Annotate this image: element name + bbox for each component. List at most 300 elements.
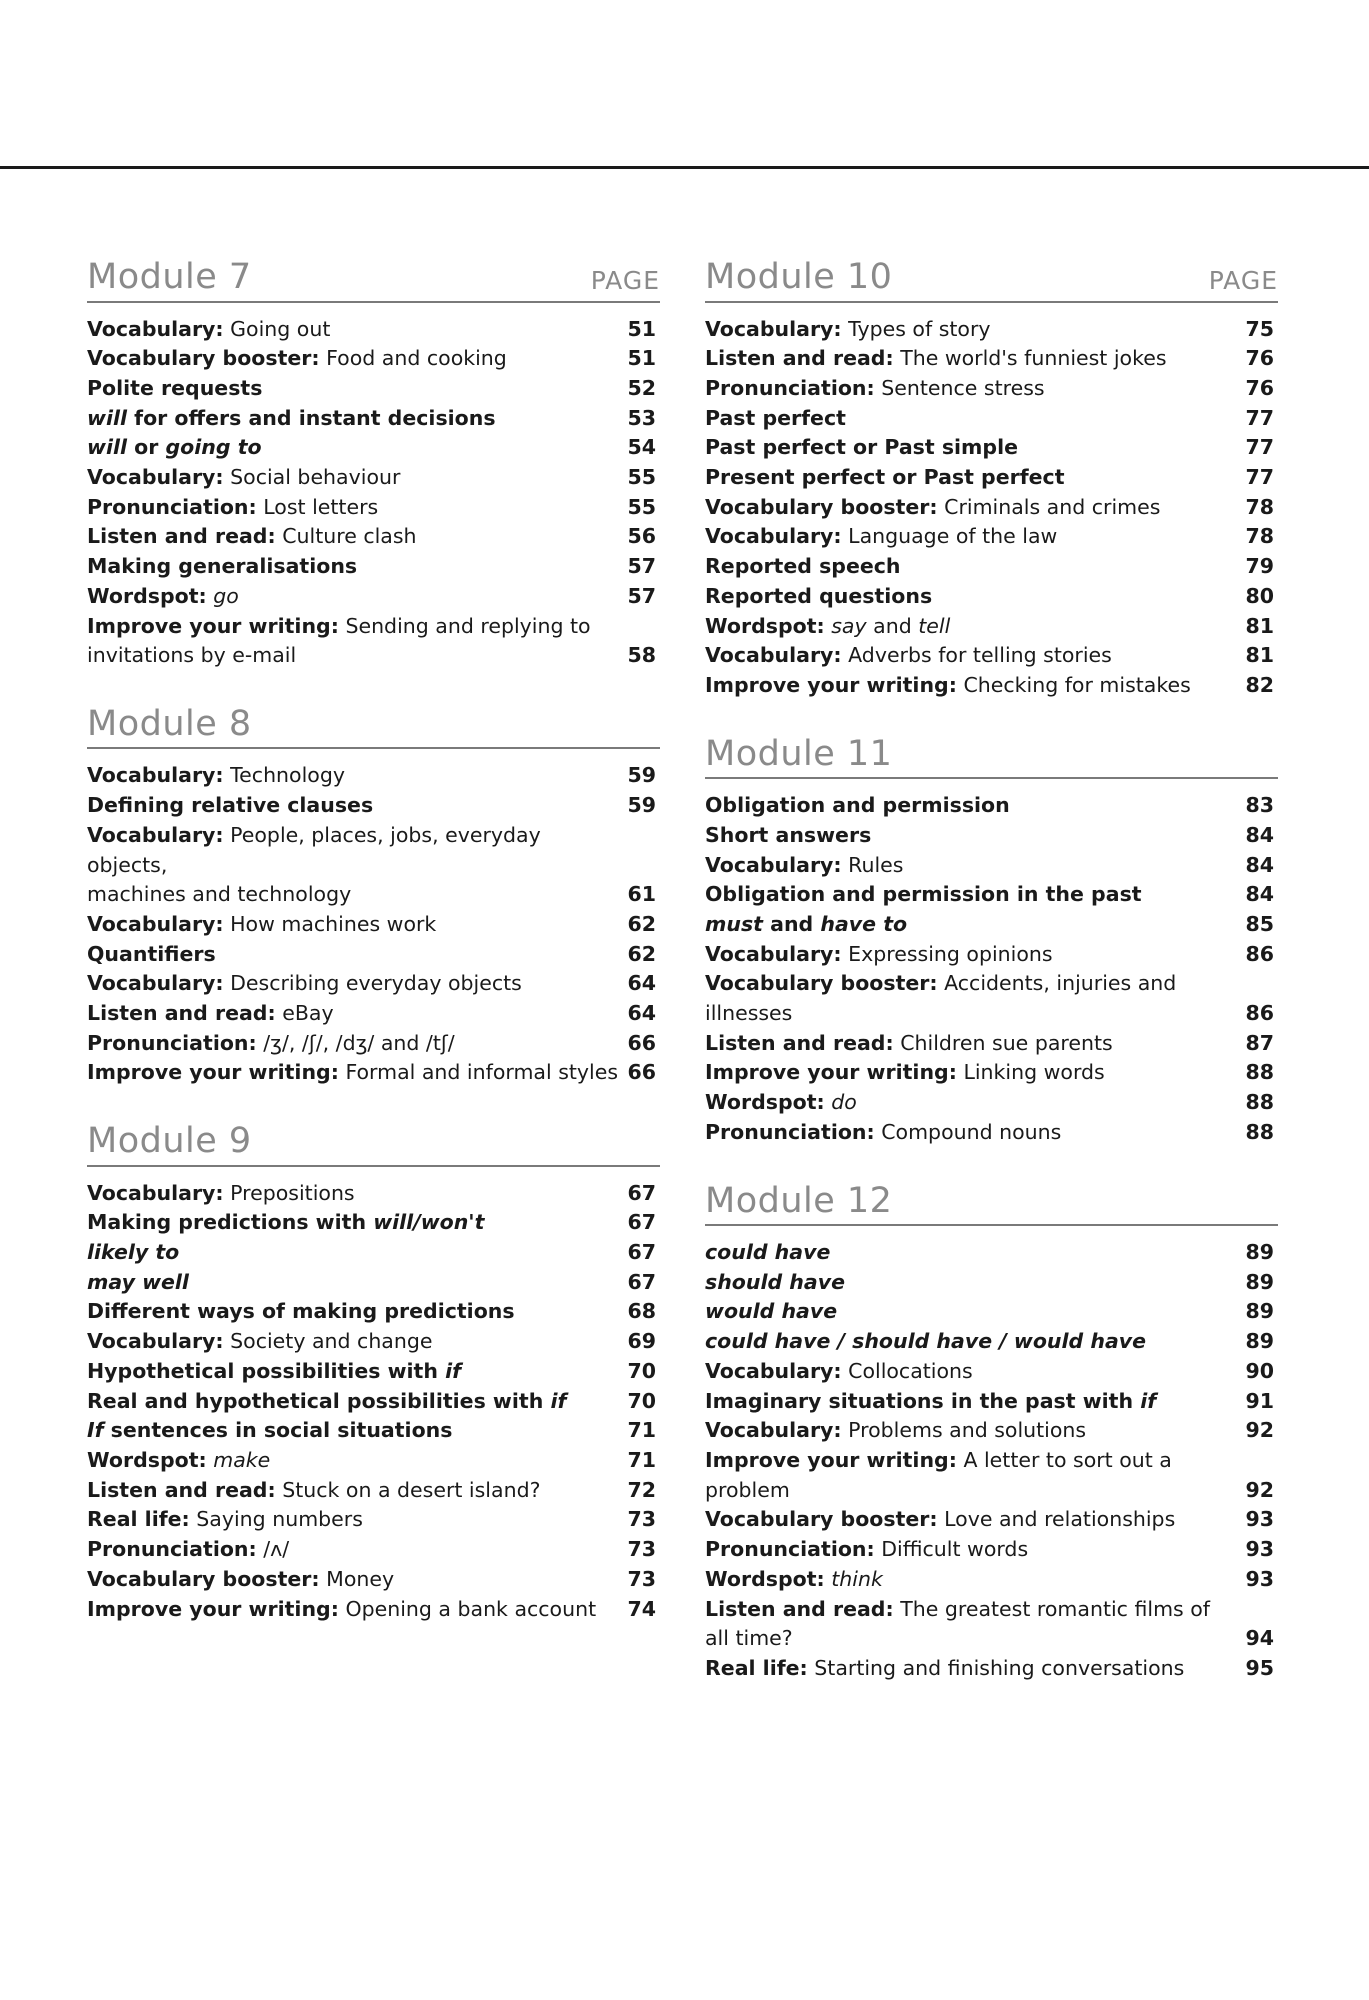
entry-text-part: Different ways of making predictions (87, 1299, 515, 1324)
page-column-label: PAGE (590, 265, 660, 295)
entry-text-part: Vocabulary: (705, 1358, 842, 1383)
entry-text (87, 344, 626, 374)
top-rule (0, 166, 1369, 169)
entry-page-number: 95 (1245, 1655, 1274, 1680)
module-header (87, 258, 660, 303)
toc-entry (87, 493, 660, 523)
left-column (87, 258, 660, 1658)
entry-page-number: 91 (1245, 1388, 1274, 1413)
entry-text-part: Vocabulary: (705, 524, 842, 549)
toc-entry (87, 1179, 660, 1209)
entry-text (705, 1565, 1244, 1595)
entry-text-part: Present perfect or Past perfect (705, 465, 1065, 490)
toc-entry (87, 761, 660, 791)
entry-page-number: 64 (627, 971, 656, 996)
entry-text-part: Vocabulary: (705, 316, 842, 341)
entry-text-part: Linking words (956, 1060, 1105, 1085)
entry-text-part: make (206, 1448, 271, 1472)
toc-entry (87, 910, 660, 940)
entry-text-part: Saying numbers (189, 1507, 363, 1532)
entry-page-number: 84 (1245, 852, 1274, 877)
entry-text-part: Obligation and permission in the past (705, 882, 1142, 907)
entry-text (87, 1565, 626, 1595)
toc-entry (87, 821, 660, 880)
entry-text (87, 1595, 626, 1625)
entry-text-part: How machines work (223, 911, 437, 936)
toc-entry (705, 1654, 1278, 1684)
entry-text-part: Criminals and crimes (937, 494, 1161, 519)
entry-text (705, 1327, 1244, 1357)
entry-text-part: /ʌ/ (256, 1537, 290, 1562)
entry-page-number: 90 (1245, 1358, 1274, 1383)
entry-text-part: Wordspot: (705, 613, 825, 638)
toc-entry (705, 1416, 1278, 1446)
entry-text (705, 344, 1244, 374)
entry-text-part: go (206, 583, 239, 608)
entry-text-part: Vocabulary: (87, 1180, 224, 1205)
entry-text (87, 493, 626, 523)
entry-text-part: or (127, 435, 166, 460)
entry-text-part: Listen and read: (705, 1030, 894, 1055)
toc-entry (705, 880, 1278, 910)
entry-text (87, 374, 626, 404)
entry-page-number: 68 (627, 1299, 656, 1324)
entry-page-number: 92 (1245, 1477, 1274, 1502)
entry-text-part: Hypothetical possibilities with (87, 1358, 446, 1383)
entry-text (87, 1297, 626, 1327)
module-title: Module 7 (87, 257, 252, 297)
entry-page-number: 51 (627, 346, 656, 371)
toc-entry (87, 433, 660, 463)
entry-text-part: Types of story (841, 316, 991, 341)
entry-text (87, 1238, 626, 1268)
entry-text (87, 1357, 626, 1387)
entry-text-part: Improve your writing: (705, 672, 957, 697)
entry-page-number: 66 (627, 1030, 656, 1055)
entry-text-part: Defining relative clauses (87, 793, 374, 818)
entry-text-part: Love and relationships (937, 1507, 1176, 1532)
module-title: Module 9 (87, 1121, 252, 1162)
toc-entry (87, 1297, 660, 1327)
entry-text-part: Listen and read: (87, 524, 276, 549)
entry-text-part: may well (87, 1269, 189, 1294)
entry-text-part: for offers and instant decisions (127, 405, 496, 430)
entry-text (705, 1595, 1244, 1625)
entry-text-part: Wordspot: (705, 1090, 825, 1115)
entry-page-number: 78 (1245, 494, 1274, 519)
entry-text-part: say (824, 613, 867, 638)
toc-entry (87, 940, 660, 970)
toc-entry (87, 641, 660, 671)
toc-entry (87, 1535, 660, 1565)
entry-text-part: Accidents, injuries and illnesses (705, 971, 1183, 1026)
entry-text (87, 880, 626, 910)
entry-text (705, 1416, 1244, 1446)
toc-entry (705, 1565, 1278, 1595)
entry-text (705, 641, 1244, 671)
entry-page-number: 73 (627, 1507, 656, 1532)
toc-entry (705, 374, 1278, 404)
toc-entry (705, 1029, 1278, 1059)
entry-page-number: 75 (1245, 316, 1274, 341)
toc-entry (705, 582, 1278, 612)
entry-text (705, 821, 1244, 851)
entry-page-number: 86 (1245, 941, 1274, 966)
entry-page-number: 89 (1245, 1269, 1274, 1294)
toc-entry (87, 1268, 660, 1298)
entry-page-number: 56 (627, 524, 656, 549)
toc-entry (705, 671, 1278, 701)
entry-page-number: 59 (627, 763, 656, 788)
toc-entry (87, 1357, 660, 1387)
entry-text (87, 1387, 626, 1417)
entry-text (87, 612, 626, 642)
entry-text-part: Food and cooking (319, 346, 507, 371)
entry-text-part: Stuck on a desert island? (275, 1477, 541, 1502)
entry-text (87, 940, 626, 970)
entry-text-part: Sentence stress (874, 375, 1045, 400)
entry-page-number: 87 (1245, 1030, 1274, 1055)
entry-text (87, 910, 626, 940)
entry-text (705, 671, 1244, 701)
entry-text-part: Improve your writing: (87, 1596, 339, 1621)
entry-text (87, 791, 626, 821)
toc-entry (705, 552, 1278, 582)
toc-entry (705, 522, 1278, 552)
entry-text (705, 493, 1244, 523)
entry-text-part: Opening a bank account (338, 1596, 597, 1621)
entry-text-part: Making generalisations (87, 554, 358, 579)
entry-page-number: 54 (627, 435, 656, 460)
entry-page-number: 52 (627, 375, 656, 400)
entry-page-number: 88 (1245, 1090, 1274, 1115)
entry-text (87, 315, 626, 345)
entry-text-part: Vocabulary: (705, 643, 842, 668)
toc-entry (705, 940, 1278, 970)
module-section (87, 1122, 660, 1624)
toc-entry (705, 315, 1278, 345)
entry-page-number: 64 (627, 1001, 656, 1026)
entry-text (87, 433, 626, 463)
entry-text-part: Vocabulary booster: (705, 494, 938, 519)
entry-text (705, 612, 1244, 642)
module-section (705, 735, 1278, 1148)
entry-text-part: eBay (275, 1001, 334, 1026)
entry-text-part: Vocabulary: (705, 852, 842, 877)
entry-text-part: Improve your writing: (87, 613, 339, 638)
entry-page-number: 77 (1245, 465, 1274, 490)
entry-text-part: Real life: (705, 1655, 808, 1680)
toc-entry (705, 612, 1278, 642)
toc-entry (87, 1208, 660, 1238)
entry-text-part: Improve your writing: (87, 1060, 339, 1085)
entry-text (87, 1208, 626, 1238)
entry-text (705, 969, 1244, 1028)
toc-entry (705, 1238, 1278, 1268)
module-title: Module 11 (705, 733, 893, 774)
entry-text-part: Collocations (841, 1358, 973, 1383)
entry-text-part: Vocabulary booster: (705, 971, 938, 996)
toc-entry (87, 999, 660, 1029)
toc-entry (87, 1476, 660, 1506)
entry-text-part: Vocabulary: (87, 1329, 224, 1354)
entry-text-part: Past perfect (705, 405, 846, 430)
entry-text-part: Language of the law (841, 524, 1058, 549)
toc-entry (87, 880, 660, 910)
toc-entry (87, 1387, 660, 1417)
entry-page-number: 58 (627, 643, 656, 668)
entry-text-part: Lost letters (256, 494, 379, 519)
entry-text-part: Short answers (705, 822, 872, 847)
entry-text-part: Reported speech (705, 554, 901, 579)
entry-text (705, 1058, 1244, 1088)
toc-entry (705, 1058, 1278, 1088)
entry-text (705, 1535, 1244, 1565)
entry-text-part: Vocabulary booster: (87, 1566, 320, 1591)
entry-text (87, 522, 626, 552)
entry-page-number: 84 (1245, 822, 1274, 847)
entry-text-part: Vocabulary: (87, 971, 224, 996)
module-title: Module 8 (87, 703, 252, 744)
entry-text-part: would have (705, 1299, 838, 1324)
entry-page-number: 80 (1245, 583, 1274, 608)
entry-page-number: 71 (627, 1448, 656, 1472)
entry-text-part: Pronunciation: (705, 1119, 875, 1144)
toc-entry (87, 374, 660, 404)
entry-page-number: 53 (627, 405, 656, 430)
entry-text-part: Prepositions (223, 1180, 355, 1205)
module-title: Module 10 (705, 257, 893, 297)
entry-text-part: Quantifiers (87, 941, 216, 966)
entry-text (705, 791, 1244, 821)
toc-entry (87, 582, 660, 612)
entry-text-part: Technology (223, 763, 345, 788)
entry-text-part: Real and hypothetical possibilities with (87, 1388, 551, 1413)
entry-text-part: think (824, 1566, 883, 1591)
entry-text (705, 1505, 1244, 1535)
entry-text (705, 910, 1244, 940)
entry-text-part: if (1140, 1388, 1157, 1413)
entry-page-number: 62 (627, 941, 656, 966)
entry-page-number: 88 (1245, 1119, 1274, 1144)
entry-text-part: Listen and read: (705, 1596, 894, 1621)
entry-text-part: Listen and read: (87, 1477, 276, 1502)
entry-page-number: 93 (1245, 1537, 1274, 1562)
entry-text (705, 463, 1244, 493)
entry-text-part: Wordspot: (87, 1448, 207, 1472)
entry-page-number: 67 (627, 1269, 656, 1294)
toc-entry (705, 493, 1278, 523)
entry-page-number: 76 (1245, 346, 1274, 371)
entry-text-part: The greatest romantic films of (893, 1596, 1210, 1621)
entry-page-number: 94 (1245, 1626, 1274, 1651)
entry-text-part: all time? (705, 1626, 793, 1651)
entry-text (705, 1297, 1244, 1327)
toc-entry (705, 404, 1278, 434)
entry-text-part: should have (705, 1269, 846, 1294)
module-header (705, 258, 1278, 303)
entry-page-number: 70 (627, 1358, 656, 1383)
toc-entry (87, 1505, 660, 1535)
entry-text (705, 374, 1244, 404)
entry-text (705, 940, 1244, 970)
entry-page-number: 81 (1245, 613, 1274, 638)
entry-page-number: 57 (627, 554, 656, 579)
entry-text-part: Difficult words (874, 1537, 1029, 1562)
entry-text (705, 1238, 1244, 1268)
toc-entry (705, 1118, 1278, 1148)
entry-text-part: must (705, 911, 763, 936)
toc-entry (87, 344, 660, 374)
entry-text (705, 1268, 1244, 1298)
entry-text-part: Listen and read: (87, 1001, 276, 1026)
entry-text-part: Compound nouns (874, 1119, 1062, 1144)
entry-text-part: The world's funniest jokes (893, 346, 1167, 371)
toc-entry (705, 969, 1278, 1028)
entry-text-part: if (550, 1388, 567, 1413)
entry-text (87, 552, 626, 582)
entry-page-number: 82 (1245, 672, 1274, 697)
entry-text-part: Vocabulary: (87, 465, 224, 490)
toc-entry (705, 1595, 1278, 1625)
toc-entry (705, 1088, 1278, 1118)
module-section (705, 1182, 1278, 1684)
entry-page-number: 89 (1245, 1329, 1274, 1354)
entry-text-part: People, places, jobs, everyday objects, (87, 822, 548, 877)
entry-page-number: 67 (627, 1240, 656, 1265)
entry-text-part: Vocabulary: (705, 1418, 842, 1443)
entry-text-part: Vocabulary: (87, 316, 224, 341)
entry-text (87, 463, 626, 493)
entry-page-number: 78 (1245, 524, 1274, 549)
toc-entry (87, 1565, 660, 1595)
page-column-label: PAGE (1208, 265, 1278, 295)
module-section (87, 705, 660, 1088)
entry-page-number: 57 (627, 583, 656, 608)
entry-page-number: 76 (1245, 375, 1274, 400)
entry-text-part: and (762, 911, 821, 936)
entry-page-number: 62 (627, 911, 656, 936)
toc-entry (87, 315, 660, 345)
entry-page-number: 59 (627, 793, 656, 818)
toc-entry (87, 1238, 660, 1268)
entry-text-part: Polite requests (87, 375, 263, 400)
toc-entry (705, 1446, 1278, 1505)
entry-text-part: do (824, 1090, 857, 1115)
entry-text-part: Obligation and permission (705, 793, 1010, 818)
entry-text-part: going to (165, 435, 262, 460)
entry-text-part: Vocabulary: (87, 822, 224, 847)
toc-entry (87, 791, 660, 821)
entry-text-part: Reported questions (705, 583, 933, 608)
entry-text-part: Describing everyday objects (223, 971, 522, 996)
entry-text (87, 999, 626, 1029)
entry-text (87, 1416, 626, 1446)
entry-text-part: Vocabulary: (87, 763, 224, 788)
entry-text-part: Pronunciation: (705, 1537, 875, 1562)
toc-entry (87, 404, 660, 434)
entry-page-number: 61 (627, 882, 656, 907)
entry-page-number: 74 (627, 1596, 656, 1621)
entry-text (705, 522, 1244, 552)
toc-entry (705, 1505, 1278, 1535)
entry-page-number: 67 (627, 1210, 656, 1235)
entry-text-part: Pronunciation: (705, 375, 875, 400)
toc-entry (87, 1446, 660, 1476)
entry-text (705, 582, 1244, 612)
entry-text (87, 404, 626, 434)
right-column (705, 258, 1278, 1718)
entry-text-part: Formal and informal styles (338, 1060, 619, 1085)
toc-entry (705, 1624, 1278, 1654)
entry-text (705, 433, 1244, 463)
entry-text-part: have to (820, 911, 908, 936)
toc-entry (87, 612, 660, 642)
entry-text-part: Wordspot: (705, 1566, 825, 1591)
module-header (705, 735, 1278, 780)
entry-page-number: 93 (1245, 1507, 1274, 1532)
entry-text (705, 404, 1244, 434)
entry-page-number: 89 (1245, 1240, 1274, 1265)
entry-text (87, 821, 626, 880)
toc-entry (87, 1058, 660, 1088)
entry-text-part: Society and change (223, 1329, 433, 1354)
entry-text (705, 1446, 1244, 1505)
entry-text (705, 1624, 1244, 1654)
entry-text-part: and (866, 613, 919, 638)
entry-text-part: If (87, 1418, 104, 1443)
entry-text (87, 761, 626, 791)
entry-text-part: /ʒ/, /ʃ/, /dʒ/ and /tʃ/ (256, 1030, 455, 1055)
entry-text-part: Real life: (87, 1507, 190, 1532)
toc-entry (705, 791, 1278, 821)
entry-page-number: 73 (627, 1566, 656, 1591)
entry-text (705, 1357, 1244, 1387)
entry-text-part: Vocabulary: (87, 911, 224, 936)
entry-page-number: 79 (1245, 554, 1274, 579)
entry-page-number: 66 (627, 1060, 656, 1085)
entry-text-part: Pronunciation: (87, 1030, 257, 1055)
toc-entry (87, 1416, 660, 1446)
toc-entry (87, 463, 660, 493)
entry-text (705, 1118, 1244, 1148)
entry-text-part: Vocabulary booster: (87, 346, 320, 371)
toc-entry (87, 522, 660, 552)
entry-text-part: Checking for mistakes (956, 672, 1191, 697)
entry-text-part: Vocabulary: (705, 941, 842, 966)
entry-page-number: 81 (1245, 643, 1274, 668)
entry-text (87, 1535, 626, 1565)
entry-text (705, 1654, 1244, 1684)
module-header (705, 1182, 1278, 1227)
module-header (87, 1122, 660, 1167)
entry-text-part: will (87, 435, 128, 460)
toc-entry (705, 344, 1278, 374)
toc-entry (87, 552, 660, 582)
entry-text-part: Pronunciation: (87, 1537, 257, 1562)
entry-page-number: 70 (627, 1388, 656, 1413)
toc-entry (705, 1357, 1278, 1387)
entry-text (87, 1327, 626, 1357)
entry-page-number: 72 (627, 1477, 656, 1502)
entry-text-part: Expressing opinions (841, 941, 1053, 966)
entry-text (705, 1088, 1244, 1118)
entry-text-part: Money (319, 1566, 395, 1591)
toc-entry (705, 821, 1278, 851)
entry-text-part: Improve your writing: (705, 1060, 957, 1085)
entry-page-number: 93 (1245, 1566, 1274, 1591)
entry-text-part: Children sue parents (893, 1030, 1113, 1055)
